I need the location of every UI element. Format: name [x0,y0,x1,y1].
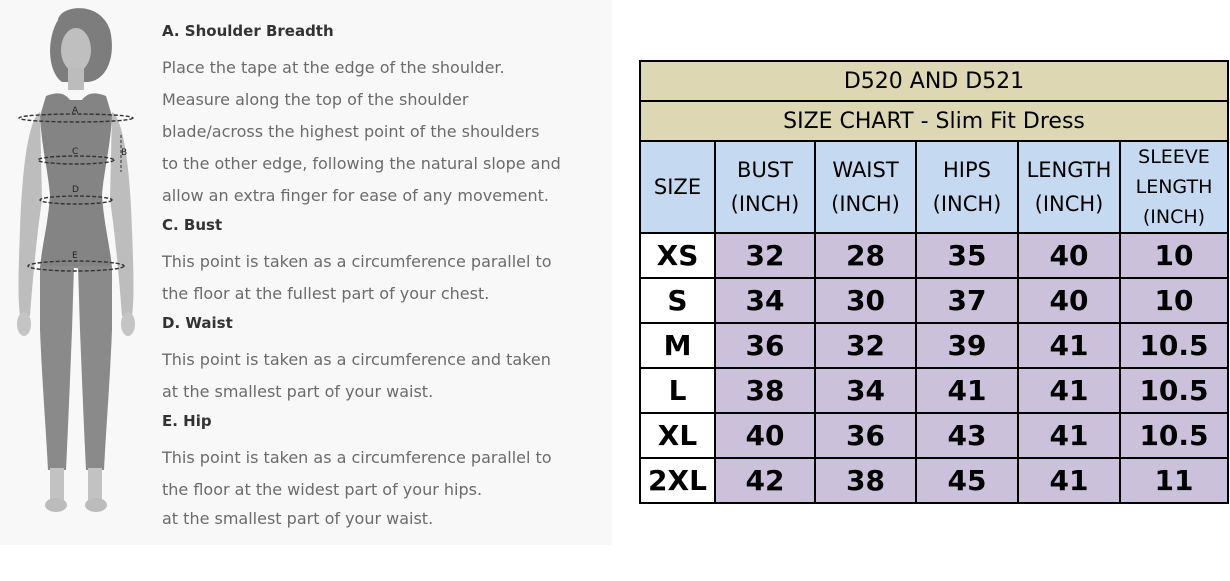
section-heading: D. Waist [162,314,233,332]
cell-sleeve-length: 10.5 [1120,413,1228,458]
cell-length: 41 [1018,368,1120,413]
cell-waist: 30 [815,278,916,323]
cell-waist: 38 [815,458,916,503]
cell-sleeve-length: 11 [1120,458,1228,503]
cell-bust: 40 [715,413,815,458]
cell-hips: 35 [916,233,1018,278]
cell-size: S [640,278,715,323]
figure-label-b: B [121,148,128,158]
size-chart-table [639,60,1229,504]
measurement-guide-panel [0,0,612,545]
cell-hips: 43 [916,413,1018,458]
size-row [640,368,1228,413]
header-size: SIZE [640,141,715,233]
cell-sleeve-length: 10.5 [1120,323,1228,368]
section-line: the floor at the widest part of your hips. [162,480,483,499]
section-shoulder [162,18,612,212]
size-row [640,323,1228,368]
cell-bust: 34 [715,278,815,323]
section-line: This point is taken as a circumference parallel to [162,252,552,271]
cell-waist: 28 [815,233,916,278]
cell-length: 41 [1018,323,1120,368]
section-line: This point is taken as a circumference and taken [162,350,551,369]
section-line: This point is taken as a circumference parallel to [162,448,552,467]
cell-waist: 32 [815,323,916,368]
cell-sleeve-length: 10 [1120,278,1228,323]
figure-label-e: E [72,251,78,261]
cell-length: 41 [1018,458,1120,503]
section-line: blade/across the highest point of the shoulders [162,122,540,141]
cell-size: 2XL [640,458,715,503]
size-row [640,278,1228,323]
section-heading: E. Hip [162,412,212,430]
cell-bust: 36 [715,323,815,368]
cell-bust: 32 [715,233,815,278]
section-line: the floor at the fullest part of your chest. [162,284,490,303]
header-hips: HIPS (INCH) [916,141,1018,233]
section-heading: C. Bust [162,216,223,234]
figure-label-a: A [72,106,79,116]
header-waist: WAIST (INCH) [815,141,916,233]
header-sleeve-length: SLEEVE LENGTH (INCH) [1120,141,1228,233]
section-line: Measure along the top of the shoulder [162,90,469,109]
cell-size: L [640,368,715,413]
measurement-instructions [162,18,612,532]
cell-sleeve-length: 10 [1120,233,1228,278]
section-waist [162,310,612,408]
cell-length: 40 [1018,233,1120,278]
cell-bust: 38 [715,368,815,413]
cell-waist: 34 [815,368,916,413]
figure-label-d: D [72,185,79,195]
section-hip [162,408,612,532]
cell-length: 40 [1018,278,1120,323]
chart-subtitle: SIZE CHART - Slim Fit Dress [640,101,1228,141]
cell-size: M [640,323,715,368]
figure-label-c: C [72,147,79,157]
cell-hips: 37 [916,278,1018,323]
subtitle-row [640,101,1228,141]
section-line: allow an extra finger for ease of any movement. [162,186,549,205]
section-line: Place the tape at the edge of the shoulder. [162,58,505,77]
cell-hips: 41 [916,368,1018,413]
cell-sleeve-length: 10.5 [1120,368,1228,413]
header-bust: BUST (INCH) [715,141,815,233]
size-row [640,233,1228,278]
size-row [640,458,1228,503]
section-line: at the smallest part of your waist. [162,509,434,528]
cell-hips: 45 [916,458,1018,503]
title-row [640,61,1228,101]
section-line: to the other edge, following the natural slope and [162,154,561,173]
cell-bust: 42 [715,458,815,503]
cell-length: 41 [1018,413,1120,458]
cell-size: XS [640,233,715,278]
section-bust [162,212,612,310]
cell-waist: 36 [815,413,916,458]
header-length: LENGTH (INCH) [1018,141,1120,233]
section-heading: A. Shoulder Breadth [162,22,334,40]
section-line: at the smallest part of your waist. [162,382,434,401]
size-row [640,413,1228,458]
cell-hips: 39 [916,323,1018,368]
chart-title: D520 AND D521 [640,61,1228,101]
body-figure-illustration [0,0,150,520]
header-row [640,141,1228,233]
cell-size: XL [640,413,715,458]
